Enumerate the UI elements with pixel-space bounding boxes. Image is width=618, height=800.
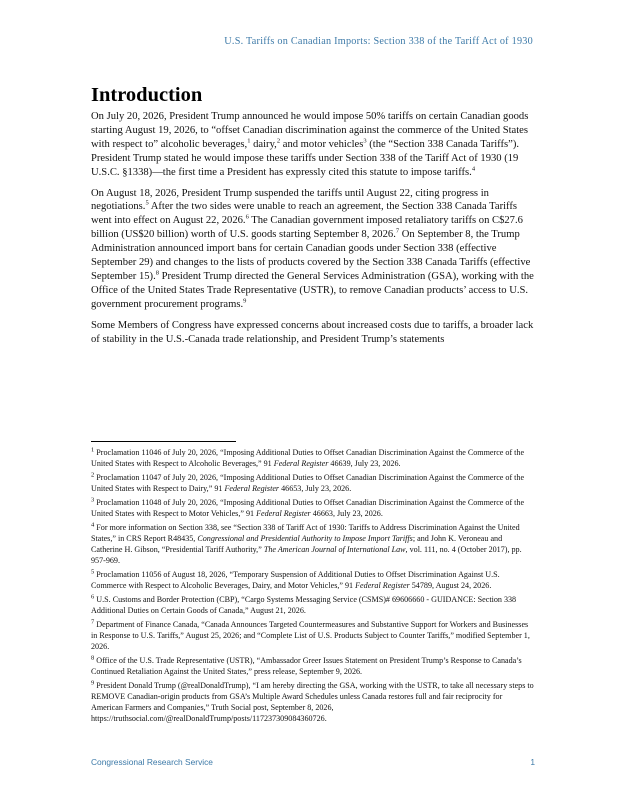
footnote: $^1$ Proclamation 11046 of July 20, 2026, “Imposing Additional Duties to Offset Canadian Discrimination Against the Commerce of the United States with Respect to Alcoholic Beverages,” 91 Federal Register 46639, July 23, 2026. bbox=[91, 446, 525, 468]
footnote-number: 7 bbox=[91, 618, 95, 626]
paragraph: On July 20, 2026, President Trump announced he would impose 50% tariffs on certain Canadian goods starting August 19, 2026, to “offset Canadian discrimination against the commerce of the United States with respect to” alcoholic beverages,$^1$ dairy,$^2$ and motor vehicles$^3$ (the “Section 338 Canada Tariffs”). President Trump stated he would impose these tariffs under Section 338 of the Tariff Act of 1930 (19 U.S.C. §1338)—the first time a President has expressly cited this statute to impose tariffs.$^4$ bbox=[91, 111, 529, 178]
section-heading: Introduction bbox=[91, 84, 203, 106]
italic-title: Federal Register bbox=[256, 508, 311, 518]
footnote-ref[interactable]: 1 bbox=[247, 137, 251, 145]
footnote: $^8$ Office of the U.S. Trade Representative (USTR), “Ambassador Greer Issues Statement on President Trump’s Response to Canada’s Continued Retaliation Against the United States,” press release, September 9, 2026. bbox=[91, 654, 522, 676]
footnote-divider bbox=[91, 441, 236, 442]
paragraph: Some Members of Congress have expressed concerns about increased costs due to tariffs, a broader lack of stability in the U.S.-Canada trade relationship, and President Trump’s statements bbox=[91, 319, 534, 345]
footnote: $^3$ Proclamation 11048 of July 20, 2026, “Imposing Additional Duties to Offset Canadian Discrimination Against the Commerce of the United States with Respect to Motor Vehicles,” 91 Federal Register 46663, July 23, 2026. bbox=[91, 496, 525, 518]
italic-title: Federal Register bbox=[224, 483, 280, 493]
footnote: $^7$ Department of Finance Canada, “Canada Announces Targeted Countermeasures and Substantive Support for Workers and Businesses in Response to U.S. Tariffs,” August 25, 2026; and “Complete List of U.S. Products Subject to Counter Tariffs,” modified September 1, 2026. bbox=[91, 618, 530, 651]
italic-title: Congressional and Presidential Authority to Impose Import Tariffs bbox=[197, 534, 413, 544]
running-head: U.S. Tariffs on Canadian Imports: Section 338 of the Tariff Act of 1930 bbox=[224, 36, 533, 47]
footnote-ref[interactable]: 2 bbox=[276, 137, 281, 145]
footnote-number: 5 bbox=[91, 568, 95, 576]
italic-title: Federal Register bbox=[273, 458, 329, 468]
footnote-number: 1 bbox=[91, 446, 95, 454]
footnote-number: 8 bbox=[91, 654, 95, 662]
italic-title: The American Journal of International Law bbox=[263, 544, 406, 554]
footnote: $^6$ U.S. Customs and Border Protection (CBP), “Cargo Systems Messaging Service (CSMS)# 69606660 - GUIDANCE: Section 338 Additional Duties on Certain Goods of Canada,” August 21, 2026. bbox=[91, 593, 517, 615]
footnote-ref[interactable]: 5 bbox=[145, 199, 149, 207]
footnote-number: 9 bbox=[91, 679, 95, 687]
paragraph: On August 18, 2026, President Trump suspended the tariffs until August 22, citing progress in negotiations.$^5$ After the two sides were unable to reach an agreement, the Section 338 Canada Tariffs went into effect on August 22, 2026.$^6$ The Canadian government imposed retaliatory tariffs on C$27.6 billion (US$20 billion) worth of U.S. goods starting September 8, 2026.$^7$ On September 8, the Trump Administration announced import bans for certain Canadian goods under Section 338 (effective September 29) and changes to the lists of products covered by the Section 338 Canada Tariffs (effective September 15).$^8$ President Trump directed the General Services Administration (GSA), working with the Office of the United States Trade Representative (USTR), to remove Canadian products’ access to U.S. government procurement programs.$^9$ bbox=[91, 187, 534, 310]
footnote-ref[interactable]: 7 bbox=[395, 227, 400, 235]
page-number: 1 bbox=[530, 757, 535, 767]
footnote-number: 2 bbox=[91, 471, 95, 479]
italic-title: Federal Register bbox=[355, 580, 410, 590]
footnote: $^9$ President Donald Trump (@realDonaldTrump), “I am hereby directing the GSA, working with the USTR, to take all necessary steps to REMOVE Canadian-origin products from GSA’s Multiple Award Schedules unless Canada restores full and fair reciprocity for American Farmers and Companies,” Truth Social post, September 8, 2026, https://truthsocial.com/@realDonaldTrump/posts/117237309084360726. bbox=[91, 679, 534, 723]
footnote-ref[interactable]: 3 bbox=[363, 137, 367, 145]
footnote-ref[interactable]: 9 bbox=[243, 297, 247, 305]
footnote: $^5$ Proclamation 11056 of August 18, 2026, “Temporary Suspension of Additional Duties to Offset Discrimination Against U.S. Commerce with Respect to Alcoholic Beverages, Dairy, and Motor Vehicles,” 91 Federal Register 54789, August 24, 2026. bbox=[91, 568, 500, 590]
footnotes bbox=[91, 448, 535, 728]
footnote-number: 4 bbox=[91, 521, 95, 529]
footnote: $^4$ For more information on Section 338, see “Section 338 of Tariff Act of 1930: Tariffs to Address Discrimination Against the United States,” in CRS Report R48435, Congressional and Presidential Authority to Impose Import Tariffs; and John K. Veroneau and Catherine H. Gibson, “Presidential Tariff Authority,” The American Journal of International Law, vol. 111, no. 4 (October 2017), pp. 957-969. bbox=[91, 521, 522, 565]
footnote-ref[interactable]: 8 bbox=[155, 269, 159, 277]
footnote: $^2$ Proclamation 11047 of July 20, 2026, “Imposing Additional Duties to Offset Canadian Discrimination Against the Commerce of the United States with Respect to Dairy,” 91 Federal Register 46653, July 23, 2026. bbox=[91, 471, 525, 493]
footer-publisher: Congressional Research Service bbox=[91, 757, 213, 767]
footnote-number: 3 bbox=[91, 496, 95, 504]
footnote-number: 6 bbox=[91, 593, 95, 601]
footnote-ref[interactable]: 4 bbox=[471, 165, 476, 173]
body-text bbox=[91, 110, 535, 354]
footnote-ref[interactable]: 6 bbox=[245, 213, 249, 221]
